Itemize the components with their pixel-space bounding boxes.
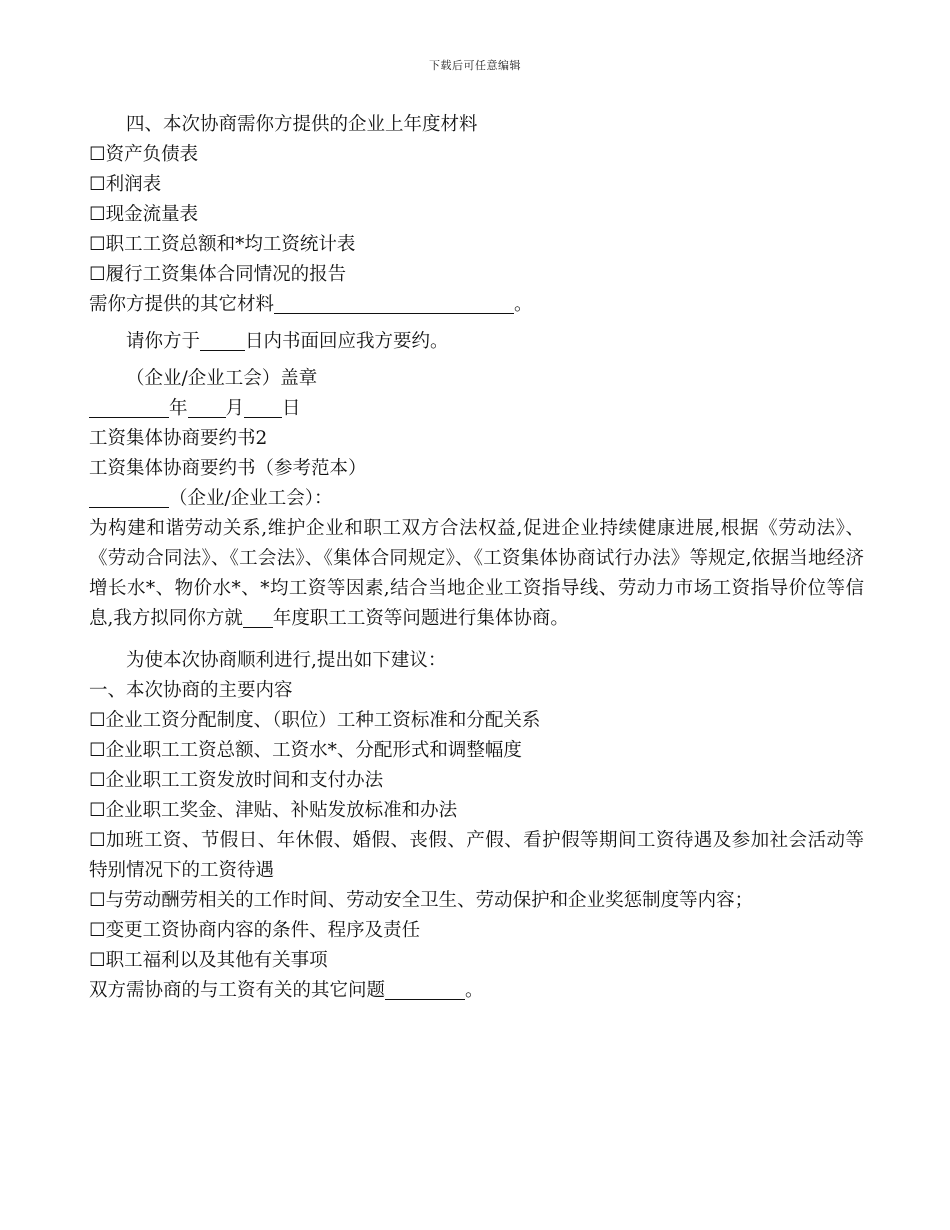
other-materials-line [89, 290, 864, 320]
month-label: 月 [225, 398, 245, 419]
checklist-item: ☐企业职工奖金、津贴、补贴发放标准和办法 [89, 800, 458, 821]
reply-request-line [89, 327, 864, 357]
other-issues-line [89, 976, 864, 1006]
reply-prefix: 请你方于 [126, 331, 201, 352]
addressee-label: （企业/企业工会）： [169, 488, 333, 509]
checklist-item: ☐利润表 [89, 174, 162, 195]
checklist-item: ☐企业职工工资总额、工资水*、分配形式和调整幅度 [89, 740, 522, 761]
year-label: 年 [169, 398, 188, 419]
document-body [89, 110, 864, 1006]
addressee-blank [89, 488, 169, 508]
checklist-item: ☐与劳动酬劳相关的工作时间、劳动安全卫生、劳动保护和企业奖惩制度等内容； [89, 890, 754, 911]
days-blank [200, 331, 245, 351]
month-blank [188, 398, 226, 418]
year-blank [243, 608, 273, 628]
section-heading: 一、本次协商的主要内容 [89, 680, 293, 701]
seal-line: （企业/企业工会）盖章 [126, 368, 318, 389]
intro-text-1: 为构建和谐劳动关系,维护企业和职工双方合法权益,促进企业持续健康进展,根据《劳动法》、《劳动合同法》、《工会法》、《集体合同规定》、《工资集体协商试行办法》等规定,依据当地经济增长水*、物价水*、*均工资等因素,结合当地企业工资指导线、劳动力市场工资指导价位等信息,我方拟同你方就 [89, 518, 864, 629]
checklist-item: ☐履行工资集体合同情况的报告 [89, 264, 347, 285]
checklist-item: ☐资产负债表 [89, 144, 199, 165]
document-subtitle: 工资集体协商要约书（参考范本） [89, 458, 367, 479]
section-heading: 四、本次协商需你方提供的企业上年度材料 [126, 114, 478, 135]
other-issues-label: 双方需协商的与工资有关的其它问题 [89, 980, 386, 1001]
reply-suffix: 日内书面回应我方要约。 [245, 331, 449, 352]
other-issues-blank [385, 980, 465, 1000]
document-title: 工资集体协商要约书2 [89, 428, 268, 449]
checklist-item: ☐企业工资分配制度、（职位）工种工资标准和分配关系 [89, 710, 541, 731]
proposal-line: 为使本次协商顺利进行,提出如下建议： [126, 650, 447, 671]
intro-paragraph [89, 514, 864, 634]
line-end-mark: 。 [514, 294, 533, 315]
day-label: 日 [282, 398, 301, 419]
page-header-note: 下载后可任意编辑 [429, 59, 521, 72]
other-materials-blank [274, 294, 514, 314]
checklist-item: ☐企业职工工资发放时间和支付办法 [89, 770, 384, 791]
year-blank [89, 398, 169, 418]
line-end-mark: 。 [465, 980, 484, 1001]
date-line [89, 394, 864, 424]
intro-text-2: 年度职工工资等问题进行集体协商。 [272, 608, 569, 629]
checklist-item: ☐现金流量表 [89, 204, 199, 225]
checklist-item: ☐加班工资、节假日、年休假、婚假、丧假、产假、看护假等期间工资待遇及参加社会活动等特别情况下的工资待遇 [89, 830, 864, 881]
other-materials-label: 需你方提供的其它材料 [89, 294, 275, 315]
checklist-item: ☐职工工资总额和*均工资统计表 [89, 234, 356, 255]
checklist-item: ☐职工福利以及其他有关事项 [89, 950, 328, 971]
checklist-item: ☐变更工资协商内容的条件、程序及责任 [89, 920, 421, 941]
addressee-line [89, 484, 864, 514]
day-blank [244, 398, 282, 418]
